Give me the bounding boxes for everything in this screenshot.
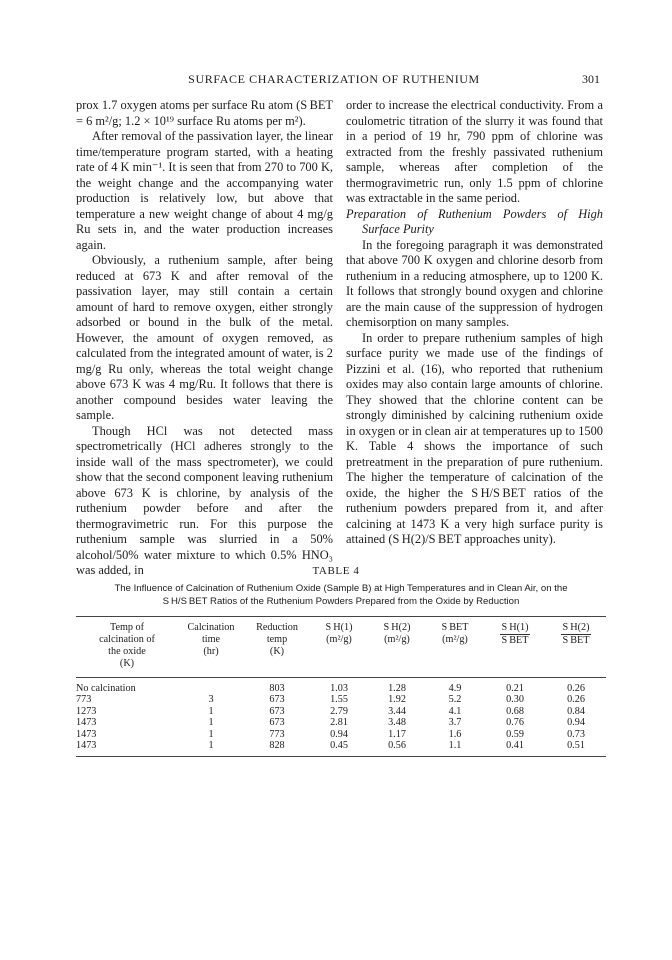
table-cell: 1.17 [388,728,406,740]
table-cell: 0.30 [506,694,524,706]
table-cell: 673 [269,717,285,729]
column-header: Calcination time (hr) [187,622,235,657]
column-header: S H(1) (m²/g) [325,622,353,645]
table-caption [76,582,606,608]
table-cell: 0.56 [388,740,406,752]
column-header: Temp of calcination of the oxide (K) [99,622,155,669]
paragraph: Obviously, a ruthenium sample, after being reduced at 673 K and after removal of the passivation layer, may still contain a certain amount of hard to remove oxygen, either strongly adsorbed or bound in the bulk of the metal. However, the amount of oxygen removed, as calculated from the integrated amount of water, is 2 mg/g Ru only, whereas the total weight change above 673 K was 4 mg/Ru. It follows that there is another compound besides water leaving the sample. [76,253,333,422]
section-subheading: Preparation of Ruthenium Powders of High Surface Purity [346,206,603,236]
table-row [76,694,606,705]
table-cell: 0.51 [567,740,585,752]
ratio-numerator: S H(2) [562,622,590,633]
table-cell: 0.84 [567,705,585,717]
column-header: S H(2) (m²/g) [383,622,411,645]
table-top-rule [76,616,606,617]
table-cell: 773 [269,728,285,740]
table-cell: 1 [208,740,214,752]
right-column [346,98,603,548]
table-header [76,622,606,670]
table-cell: 673 [269,694,285,706]
table-cell: 3.48 [388,717,406,729]
ratio-numerator: S H(1) [501,622,529,633]
table-cell: 1273 [76,705,97,717]
table-row [76,740,606,751]
ratio-fraction [561,622,592,647]
table-cell: 0.68 [506,705,524,717]
table-cell: 1.1 [448,740,462,752]
table-cell: No calcination [76,683,136,694]
table-cell: 3 [208,694,214,706]
table-cell: 4.9 [448,683,462,694]
table-cell: 0.73 [567,728,585,740]
table-cell: 1 [208,717,214,729]
table-cell: 0.76 [506,717,524,729]
table-cell: 4.1 [448,705,462,717]
table-cell: 2.79 [330,705,348,717]
table-cell: 0.59 [506,728,524,740]
table-cell: 673 [269,705,285,717]
table-row [76,683,606,694]
table-cell: 1.28 [388,683,406,694]
table-cell: 1473 [76,717,97,729]
column-header: S BET (m²/g) [441,622,469,645]
table-cell: 0.94 [567,717,585,729]
table-cell: 803 [269,683,285,694]
ratio-denominator: S BET [562,635,590,646]
table-cell: 1.6 [448,728,462,740]
table-header-rule [76,677,606,678]
table-row [76,706,606,717]
table-cell: 0.26 [567,694,585,706]
table-label: TABLE 4 [312,565,360,577]
ratio-fraction [500,622,531,647]
running-title: SURFACE CHARACTERIZATION OF RUTHENIUM [188,72,480,86]
table-bottom-rule [76,756,606,757]
table-cell: 828 [269,740,285,752]
paragraph: Though HCl was not detected mass spectrometrically (HCl adheres strongly to the inside wall of the mass spectrometer), we could show that the second component leaving ruthenium above 673 K is chlorine, by analysis of the ruthenium powder before and after the thermogravimetric run. For this purpose the ruthenium sample was slurried in a 50% alcohol/50% water mixture to which 0.5% HNO₃ was added, in [76,423,333,577]
table-caption-line: The Influence of Calcination of Ruthenium Oxide (Sample B) at High Temperatures and in Clean Air, on the [114,583,568,594]
table-cell: 5.2 [448,694,462,706]
table-cell: 2.81 [330,717,348,729]
column-header: Reduction temp (K) [256,622,298,657]
table-caption-line: S H/S BET Ratios of the Ruthenium Powders Prepared from the Oxide by Reduction [162,596,520,607]
paragraph: In order to prepare ruthenium samples of high surface purity we made use of the findings of Pizzini et al. (16), who reported that ruthenium oxides may also contain large amounts of chlorine. They showed that the chlorine content can be strongly diminished by calcining ruthenium oxide in oxygen or in clean air at temperatures up to 1500 K. Table 4 shows the importance of such pretreatment in the preparation of pure ruthenium. The higher the temperature of calcination of the oxide, the higher the S H/S BET ratios of the ruthenium powders prepared from it, and after calcining at 1473 K a very high surface purity is attained (S H(2)/S BET approaches unity). [346,330,603,546]
table-cell: 1 [208,705,214,717]
table-cell: 0.41 [506,740,524,752]
left-column [76,98,333,579]
table-cell: 773 [76,694,92,706]
table-row [76,717,606,728]
table-cell: 1.55 [330,694,348,706]
ratio-denominator: S BET [501,635,529,646]
paragraph: prox 1.7 oxygen atoms per surface Ru atom (S BET = 6 m²/g; 1.2 × 10¹⁹ surface Ru atoms per m²). [76,98,333,128]
table-cell: 0.45 [330,740,348,752]
table-cell: 0.26 [567,683,585,694]
table-row [76,729,606,740]
table-cell: 1473 [76,740,97,752]
table-cell [178,683,244,694]
paragraph: After removal of the passivation layer, the linear time/temperature program started, with a heating rate of 4 K min⁻¹. It is seen that from 270 to 700 K, the weight change and the accompanying water production is relatively low, but above that temperature a new weight change of about 4 mg/g Ru sets in, and the water production increases again. [76,129,333,252]
table-cell: 3.7 [448,717,462,729]
table-cell: 1473 [76,728,97,740]
paragraph: In the foregoing paragraph it was demonstrated that above 700 K oxygen and chlorine desorb from ruthenium in a reducing atmosphere, up to 1200 K. It follows that strongly bound oxygen and chlorine are the main cause of the suppression of hydrogen chemisorption on many samples. [346,237,603,329]
table-cell: 3.44 [388,705,406,717]
column-header [546,622,606,670]
page-number: 301 [582,72,600,86]
column-header [484,622,546,670]
paragraph: order to increase the electrical conductivity. From a coulometric titration of the slurry it was found that in a period of 19 hr, 790 ppm of chlorine was extracted from the freshly passivated ruthenium sample, whereas after completion of the thermogravimetric run, only 1.5 ppm of chlorine was extractable in the same period. [346,98,603,205]
table-cell: 0.21 [506,683,524,694]
table-body [76,683,606,751]
table-cell: 1.03 [330,683,348,694]
table-cell: 1 [208,728,214,740]
table-cell: 1.92 [388,694,406,706]
table-cell: 0.94 [330,728,348,740]
